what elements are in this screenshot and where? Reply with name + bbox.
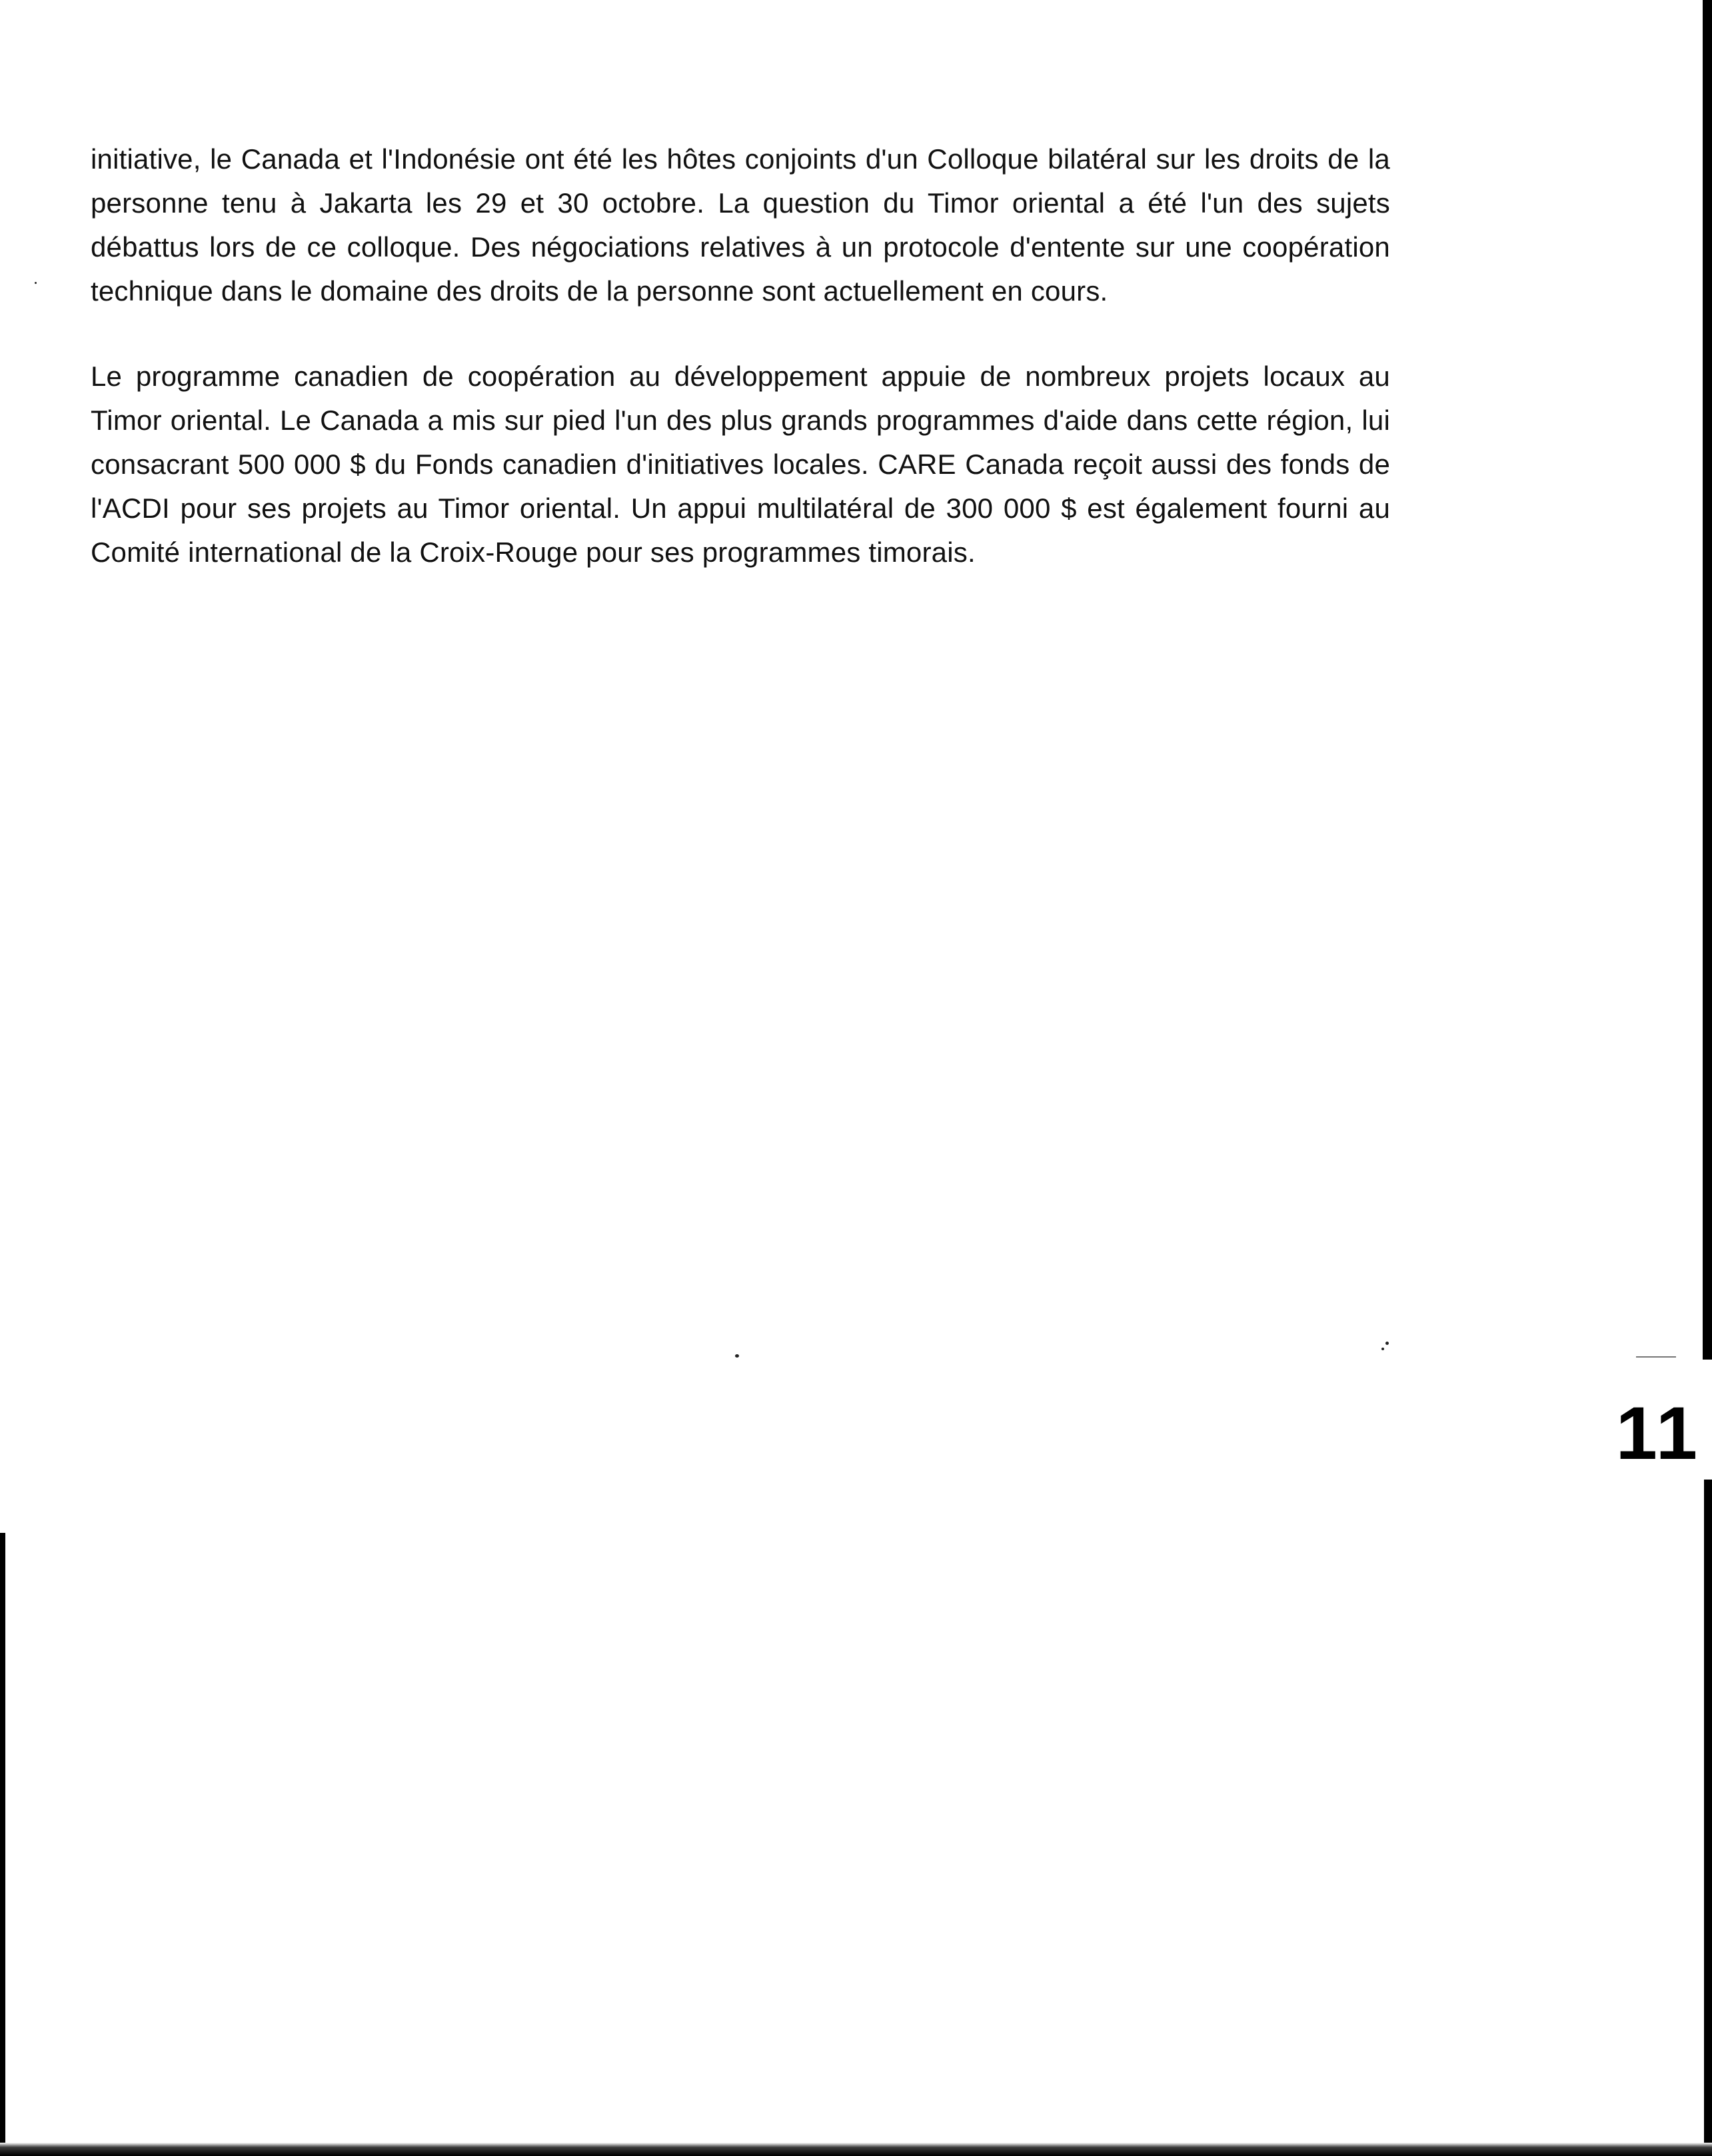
- body-paragraph-1: initiative, le Canada et l'Indonésie ont été les hôtes conjoints d'un Colloque bilatéral sur les droits de la personne tenu à Jakarta les 29 et 30 octobre. La question du Timor oriental a été l'un des sujets débattus lors de ce colloque. Des négociations relatives à un protocole d'entente sur une coopération technique dans le domaine des droits de la personne sont actuellement en cours.: [91, 143, 1390, 307]
- scan-edge-bottom: [0, 2143, 1712, 2156]
- scan-edge-right: [1703, 0, 1712, 1360]
- scan-speck: [1385, 1342, 1389, 1345]
- scan-mark-line: [1636, 1356, 1676, 1358]
- scan-speck: [1381, 1348, 1384, 1350]
- page-number: 11: [1615, 1392, 1700, 1475]
- scan-speck: [735, 1354, 739, 1358]
- body-paragraph-2: Le programme canadien de coopération au développement appuie de nombreux projets locaux au Timor oriental. Le Canada a mis sur pied l'un des plus grands programmes d'aide dans cette région, lui consacrant 500 000 $ du Fonds canadien d'initiatives locales. CARE Canada reçoit aussi des fonds de l'ACDI pour ses projets au Timor oriental. Un appui multilatéral de 300 000 $ est également fourni au Comité international de la Croix-Rouge pour ses programmes timorais.: [91, 361, 1390, 568]
- scan-speck: [35, 282, 37, 284]
- scan-edge-right-lower: [1704, 1480, 1712, 2156]
- scan-edge-left: [0, 1533, 5, 2156]
